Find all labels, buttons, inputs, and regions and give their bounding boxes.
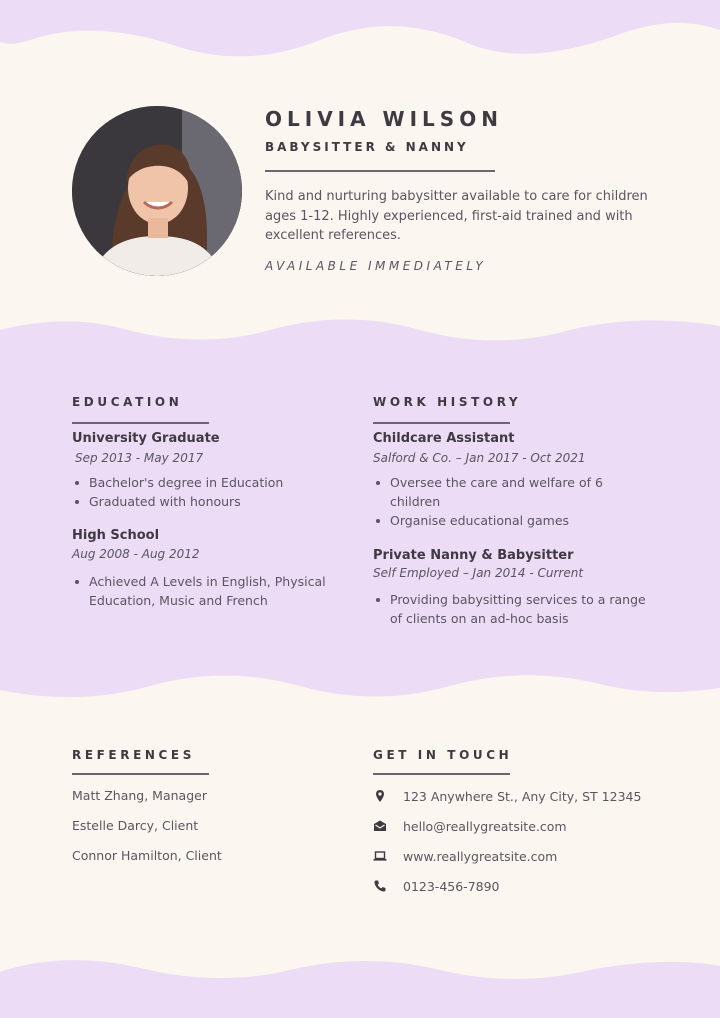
list-item: Providing babysitting services to a range of clients on an ad-hoc basis bbox=[373, 590, 658, 628]
profile-photo bbox=[72, 106, 242, 276]
contact-email[interactable] bbox=[373, 817, 567, 835]
work-history-divider bbox=[373, 422, 510, 424]
education-heading: EDUCATION bbox=[72, 395, 183, 409]
contact-email-text[interactable]: hello@reallygreatsite.com bbox=[403, 818, 567, 834]
laptop-icon bbox=[373, 849, 387, 863]
list-item: Oversee the care and welfare of 6 children bbox=[373, 473, 623, 511]
education-item-dates: Sep 2013 - May 2017 bbox=[75, 451, 204, 465]
reference-item: Matt Zhang, Manager bbox=[72, 788, 207, 803]
list-item: Achieved A Levels in English, Physical Education, Music and French bbox=[72, 572, 342, 610]
education-item-bullets bbox=[72, 572, 342, 610]
availability-status: AVAILABLE IMMEDIATELY bbox=[265, 259, 487, 273]
envelope-icon bbox=[373, 819, 387, 833]
contact-address bbox=[373, 787, 641, 805]
education-item-dates: Aug 2008 - Aug 2012 bbox=[72, 547, 200, 561]
references-heading: REFERENCES bbox=[72, 748, 195, 762]
candidate-role: BABYSITTER & NANNY bbox=[265, 140, 469, 154]
contact-divider bbox=[373, 773, 510, 775]
work-item-bullets bbox=[373, 473, 623, 530]
contact-website-text[interactable]: www.reallygreatsite.com bbox=[403, 848, 558, 864]
education-item-bullets bbox=[72, 473, 342, 511]
reference-item: Estelle Darcy, Client bbox=[72, 818, 199, 833]
work-item-title: Private Nanny & Babysitter bbox=[373, 548, 574, 563]
location-pin-icon bbox=[373, 789, 387, 803]
work-item-bullets bbox=[373, 590, 658, 628]
work-item-subtitle: Self Employed – Jan 2014 - Current bbox=[373, 566, 584, 580]
list-item: Organise educational games bbox=[373, 511, 623, 530]
list-item: Graduated with honours bbox=[72, 492, 342, 511]
contact-phone-text[interactable]: 0123-456-7890 bbox=[403, 878, 500, 894]
header-divider bbox=[265, 170, 495, 172]
profile-summary: Kind and nurturing babysitter available to care for children ages 1-12. Highly experienced, first-aid trained and with excellent references. bbox=[265, 189, 648, 243]
contact-phone[interactable] bbox=[373, 877, 500, 895]
contact-address-text: 123 Anywhere St., Any City, ST 12345 bbox=[403, 788, 642, 804]
candidate-name: OLIVIA WILSON bbox=[265, 107, 503, 131]
contact-heading: GET IN TOUCH bbox=[373, 748, 513, 762]
contact-website[interactable] bbox=[373, 847, 557, 865]
references-divider bbox=[72, 773, 209, 775]
work-item-title: Childcare Assistant bbox=[373, 431, 515, 446]
education-item-title: High School bbox=[72, 528, 160, 543]
education-divider bbox=[72, 422, 209, 424]
reference-item: Connor Hamilton, Client bbox=[72, 848, 222, 863]
list-item: Bachelor's degree in Education bbox=[72, 473, 342, 492]
work-history-heading: WORK HISTORY bbox=[373, 395, 522, 409]
phone-icon bbox=[373, 879, 387, 893]
education-item-title: University Graduate bbox=[72, 431, 220, 446]
work-item-subtitle: Salford & Co. – Jan 2017 - Oct 2021 bbox=[373, 451, 586, 465]
